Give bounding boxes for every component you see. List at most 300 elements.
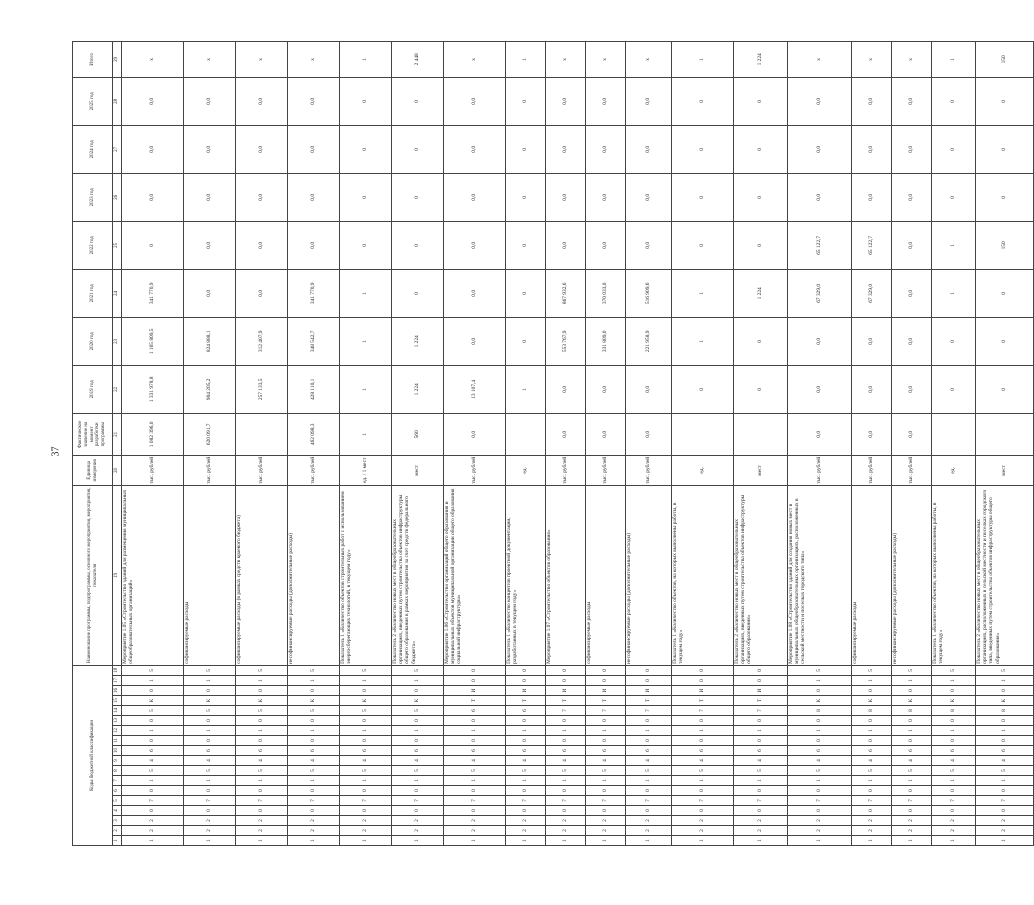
code-cell: 0: [976, 716, 1034, 726]
base-value: 560: [392, 413, 444, 455]
year-value: 0: [672, 365, 734, 413]
code-cell: 1: [788, 776, 852, 786]
code-cell: 0: [672, 716, 734, 726]
year-value: 0: [932, 365, 976, 413]
total-value: x: [788, 41, 852, 77]
code-cell: 5: [892, 766, 932, 776]
code-cell: 1: [672, 726, 734, 736]
code-cell: 0: [626, 676, 672, 686]
code-cell: 0: [734, 665, 788, 675]
header-y2019: 2019 год: [73, 365, 113, 413]
code-cell: 2: [976, 816, 1034, 826]
code-cell: 0: [546, 676, 586, 686]
year-value: 0,0: [184, 173, 236, 221]
year-value: 0: [734, 365, 788, 413]
code-cell: 0: [288, 786, 340, 796]
code-cell: 1: [626, 836, 672, 846]
unit-cell: тыс. рублей: [626, 455, 672, 485]
code-cell: 0: [236, 686, 288, 696]
year-value: 370 033,0: [586, 269, 626, 317]
year-value: 1 165 809,5: [122, 317, 184, 365]
row-label: Мероприятие 1.07 «Строительство объектов образования»: [546, 485, 586, 665]
code-cell: 6: [672, 746, 734, 756]
year-value: 0,0: [788, 125, 852, 173]
code-cell: 5: [236, 665, 288, 675]
code-cell: 0: [506, 786, 546, 796]
base-value: 0,0: [788, 413, 852, 455]
year-value: 0,0: [852, 77, 892, 125]
code-cell: 1: [892, 726, 932, 736]
code-cell: 0: [546, 665, 586, 675]
code-cell: К: [788, 696, 852, 706]
code-cell: 0: [672, 665, 734, 675]
code-cell: 0: [444, 716, 506, 726]
code-cell: 1: [852, 776, 892, 786]
code-cell: 2: [236, 816, 288, 826]
year-value: 0: [734, 77, 788, 125]
table-row: [122, 41, 184, 845]
code-cell: 7: [288, 796, 340, 806]
code-cell: 2: [288, 826, 340, 836]
code-cell: 6: [976, 746, 1034, 756]
code-cell: 8: [852, 706, 892, 716]
code-cell: 0: [392, 806, 444, 816]
year-value: 0: [392, 125, 444, 173]
code-cell: 0: [932, 736, 976, 746]
code-cell: 5: [976, 766, 1034, 776]
code-cell: 0: [444, 676, 506, 686]
code-cell: Т: [734, 696, 788, 706]
code-cell: 2: [392, 816, 444, 826]
code-cell: 5: [788, 766, 852, 776]
code-cell: 4: [932, 756, 976, 766]
code-cell: 4: [288, 756, 340, 766]
code-cell: 5: [852, 766, 892, 776]
code-cell: 2: [852, 826, 892, 836]
year-value: 0,0: [444, 77, 506, 125]
year-value: 0,0: [546, 77, 586, 125]
year-value: 0,0: [184, 221, 236, 269]
year-value: 0: [976, 125, 1034, 173]
code-cell: 1: [184, 726, 236, 736]
base-value: 0,0: [444, 413, 506, 455]
code-cell: 5: [288, 706, 340, 716]
year-value: 0,0: [444, 269, 506, 317]
code-cell: К: [236, 696, 288, 706]
code-cell: 0: [288, 736, 340, 746]
code-cell: 0: [586, 806, 626, 816]
code-cell: 7: [546, 796, 586, 806]
code-cell: 0: [546, 786, 586, 796]
code-cell: 4: [976, 756, 1034, 766]
code-cell: 5: [236, 766, 288, 776]
base-value: 0,0: [586, 413, 626, 455]
total-value: x: [626, 41, 672, 77]
unit-cell: мест: [976, 455, 1034, 485]
code-cell: 2: [546, 826, 586, 836]
code-cell: 5: [392, 766, 444, 776]
year-value: 0,0: [788, 173, 852, 221]
header-y2024: 2024 год: [73, 125, 113, 173]
unit-cell: мест: [734, 455, 788, 485]
column-index: 19: [113, 485, 122, 665]
year-value: 0,0: [184, 77, 236, 125]
row-label: Мероприятие 1.08 «Строительство зданий для создания новых мест в муниципальных общеобразовательных организациях, расположенных в сельской местности и поселках городского типа»: [788, 485, 852, 665]
unit-cell: тыс. рублей: [546, 455, 586, 485]
code-cell: 0: [122, 686, 184, 696]
code-cell: 7: [506, 796, 546, 806]
year-value: 341 770,9: [122, 269, 184, 317]
column-index-row: [113, 41, 122, 845]
code-cell: 2: [892, 826, 932, 836]
column-index: 6: [113, 786, 122, 796]
year-value: 0,0: [444, 125, 506, 173]
column-index: 16: [113, 686, 122, 696]
code-cell: 0: [546, 806, 586, 816]
code-cell: 2: [932, 816, 976, 826]
unit-cell: тыс. рублей: [444, 455, 506, 485]
code-cell: 2: [788, 816, 852, 826]
year-value: 221 958,9: [626, 317, 672, 365]
year-value: 0: [672, 125, 734, 173]
code-cell: 0: [444, 736, 506, 746]
code-cell: 2: [546, 816, 586, 826]
code-cell: 1: [506, 836, 546, 846]
code-cell: 6: [444, 706, 506, 716]
code-cell: Т: [586, 696, 626, 706]
column-index: 24: [113, 269, 122, 317]
year-value: 0,0: [892, 269, 932, 317]
code-cell: 0: [852, 686, 892, 696]
code-cell: 5: [184, 665, 236, 675]
code-cell: 2: [734, 826, 788, 836]
code-cell: 5: [892, 665, 932, 675]
code-cell: 2: [122, 826, 184, 836]
table-row: [546, 41, 586, 845]
base-value: 0,0: [626, 413, 672, 455]
column-index: 21: [113, 413, 122, 455]
code-cell: 5: [340, 706, 392, 716]
column-index: 3: [113, 816, 122, 826]
code-cell: 5: [122, 766, 184, 776]
code-cell: 0: [122, 786, 184, 796]
code-cell: Т: [506, 696, 546, 706]
year-value: 0,0: [586, 77, 626, 125]
year-value: 1: [672, 317, 734, 365]
year-value: 904 205,2: [184, 365, 236, 413]
header-y2020: 2020 год: [73, 317, 113, 365]
column-index: 22: [113, 365, 122, 413]
code-cell: 5: [184, 766, 236, 776]
code-cell: 1: [340, 676, 392, 686]
base-value: [672, 413, 734, 455]
column-index: 25: [113, 221, 122, 269]
code-cell: 2: [340, 816, 392, 826]
code-cell: 7: [932, 796, 976, 806]
code-cell: 2: [788, 826, 852, 836]
code-cell: 0: [506, 806, 546, 816]
row-label: Показатель 2 «Количество новых мест в общеобразовательных организациях, расположенных в сельской местности и поселках городского типа, введенных путем строительства объектов инфраструктуры общего образования»: [976, 485, 1034, 665]
code-cell: 1: [444, 836, 506, 846]
code-cell: 0: [976, 806, 1034, 816]
code-cell: 5: [444, 766, 506, 776]
year-value: 1: [506, 365, 546, 413]
year-value: 312 407,9: [236, 317, 288, 365]
year-value: 0,0: [288, 173, 340, 221]
code-cell: 1: [734, 726, 788, 736]
code-cell: 0: [506, 676, 546, 686]
code-cell: 0: [788, 786, 852, 796]
unit-cell: тыс. рублей: [288, 455, 340, 485]
column-index: 13: [113, 716, 122, 726]
code-cell: 6: [586, 746, 626, 756]
year-value: 0: [506, 77, 546, 125]
code-cell: 5: [852, 665, 892, 675]
code-cell: И: [586, 686, 626, 696]
total-value: x: [586, 41, 626, 77]
year-value: 67 329,0: [852, 269, 892, 317]
base-value: [932, 413, 976, 455]
code-cell: 4: [340, 756, 392, 766]
year-value: 0,0: [444, 221, 506, 269]
base-value: 620 091,7: [184, 413, 236, 455]
row-label: софинансируемые расходы (в рамках средств краевого бюджета): [236, 485, 288, 665]
year-value: 0,0: [626, 173, 672, 221]
code-cell: 0: [288, 686, 340, 696]
year-value: 0: [976, 77, 1034, 125]
code-cell: К: [852, 696, 892, 706]
code-cell: 0: [340, 686, 392, 696]
code-cell: 5: [340, 766, 392, 776]
row-label: Мероприятие 1.05 «Строительство зданий для размещения муниципальных общеобразовательных организаций»: [122, 485, 184, 665]
code-cell: 0: [392, 786, 444, 796]
code-cell: 7: [184, 796, 236, 806]
code-cell: 7: [672, 706, 734, 716]
year-value: 0,0: [788, 365, 852, 413]
table-row: [392, 41, 444, 845]
code-cell: 0: [626, 716, 672, 726]
unit-cell: тыс. рублей: [852, 455, 892, 485]
year-value: 0: [976, 365, 1034, 413]
code-cell: 2: [236, 826, 288, 836]
column-index: 20: [113, 455, 122, 485]
code-cell: 7: [444, 796, 506, 806]
year-value: 0: [932, 317, 976, 365]
code-cell: 0: [586, 665, 626, 675]
code-cell: К: [932, 696, 976, 706]
code-cell: К: [184, 696, 236, 706]
code-cell: 4: [734, 756, 788, 766]
total-value: x: [288, 41, 340, 77]
code-cell: 1: [852, 836, 892, 846]
code-cell: 1: [852, 676, 892, 686]
unit-cell: ед.: [932, 455, 976, 485]
year-value: 0,0: [288, 125, 340, 173]
total-value: 1: [932, 41, 976, 77]
code-cell: 1: [392, 836, 444, 846]
year-value: 1 224: [392, 365, 444, 413]
code-cell: 1: [288, 676, 340, 686]
code-cell: К: [340, 696, 392, 706]
header-total: Итого: [73, 41, 113, 77]
code-cell: 0: [122, 806, 184, 816]
code-cell: 0: [932, 786, 976, 796]
code-cell: 0: [546, 716, 586, 726]
code-cell: 5: [734, 766, 788, 776]
code-cell: 7: [852, 796, 892, 806]
code-cell: К: [892, 696, 932, 706]
year-value: 553 767,9: [546, 317, 586, 365]
table-row: [184, 41, 236, 845]
row-label: софинансируемые расходы: [184, 485, 236, 665]
code-cell: 1: [672, 836, 734, 846]
year-value: 0,0: [586, 365, 626, 413]
code-cell: 1: [892, 776, 932, 786]
year-value: 0,0: [586, 173, 626, 221]
year-value: 0,0: [288, 77, 340, 125]
year-value: 0,0: [852, 125, 892, 173]
table-row: [672, 41, 734, 845]
row-label: несофинансируемые расходы (дополнительные расходы): [892, 485, 932, 665]
table-row: [788, 41, 852, 845]
column-index: 5: [113, 796, 122, 806]
code-cell: 0: [236, 786, 288, 796]
code-cell: 0: [626, 806, 672, 816]
code-cell: 2: [672, 826, 734, 836]
code-cell: 2: [672, 816, 734, 826]
table-row: [932, 41, 976, 845]
code-cell: 1: [506, 776, 546, 786]
code-cell: 4: [236, 756, 288, 766]
code-cell: 0: [288, 806, 340, 816]
code-cell: 5: [288, 766, 340, 776]
year-value: 0: [506, 125, 546, 173]
code-cell: 1: [122, 836, 184, 846]
code-cell: Т: [672, 696, 734, 706]
code-cell: 1: [184, 836, 236, 846]
code-cell: 7: [976, 796, 1034, 806]
code-cell: 5: [184, 706, 236, 716]
row-label: софинансируемые расходы: [586, 485, 626, 665]
year-value: 0: [976, 269, 1034, 317]
year-value: 0,0: [444, 317, 506, 365]
row-label: несофинансируемые расходы (дополнительные расходы): [288, 485, 340, 665]
table-row: [734, 41, 788, 845]
year-value: 0: [392, 221, 444, 269]
code-cell: 8: [892, 706, 932, 716]
code-cell: 6: [626, 746, 672, 756]
total-value: x: [892, 41, 932, 77]
total-value: x: [546, 41, 586, 77]
code-cell: К: [976, 696, 1034, 706]
column-index: 12: [113, 726, 122, 736]
code-cell: 0: [788, 806, 852, 816]
code-cell: 1: [392, 726, 444, 736]
code-cell: 1: [892, 836, 932, 846]
year-value: 0,0: [892, 221, 932, 269]
code-cell: 0: [932, 716, 976, 726]
row-label: Показатель 1 «Количество концептов проектной документации, разработанных в текущем году»: [506, 485, 546, 665]
code-cell: 0: [340, 786, 392, 796]
code-cell: К: [288, 696, 340, 706]
total-value: x: [444, 41, 506, 77]
code-cell: 0: [392, 716, 444, 726]
column-index: 23: [113, 317, 122, 365]
base-value: 0,0: [546, 413, 586, 455]
code-cell: 6: [184, 746, 236, 756]
code-cell: 0: [340, 716, 392, 726]
year-value: 428 110,1: [288, 365, 340, 413]
column-index: 26: [113, 173, 122, 221]
table-row: [852, 41, 892, 845]
year-value: 0,0: [236, 125, 288, 173]
table-row: [506, 41, 546, 845]
column-index: 11: [113, 736, 122, 746]
row-label: софинансируемые расходы: [852, 485, 892, 665]
base-value: [976, 413, 1034, 455]
year-value: 0: [734, 221, 788, 269]
code-cell: И: [626, 686, 672, 696]
code-cell: 6: [546, 746, 586, 756]
header-base-year: Фактическое значение на момент разработки программы: [73, 413, 113, 455]
code-cell: 2: [586, 816, 626, 826]
year-value: 0: [340, 173, 392, 221]
code-cell: К: [392, 696, 444, 706]
row-label: Показатель 1 «Количество объектов строительных работ с использованием энергосберегающих технологий, в текущем году»: [340, 485, 392, 665]
year-value: 0,0: [236, 173, 288, 221]
year-value: 0,0: [892, 125, 932, 173]
code-cell: 1: [392, 776, 444, 786]
code-cell: 1: [586, 836, 626, 846]
year-value: 867 932,6: [546, 269, 586, 317]
header-y2025: 2025 год: [73, 77, 113, 125]
code-cell: 6: [340, 746, 392, 756]
code-cell: 0: [852, 786, 892, 796]
column-index: 1: [113, 836, 122, 846]
code-cell: 6: [392, 746, 444, 756]
year-value: 150: [976, 221, 1034, 269]
code-cell: 6: [932, 746, 976, 756]
year-value: 0,0: [626, 77, 672, 125]
code-cell: 2: [734, 816, 788, 826]
header-label: Наименование программы, подпрограммы, основного мероприятия, мероприятия, показателя: [73, 485, 113, 665]
year-value: 0,0: [122, 173, 184, 221]
year-value: 0,0: [626, 125, 672, 173]
year-value: 0: [734, 173, 788, 221]
year-value: 0: [122, 221, 184, 269]
total-value: x: [236, 41, 288, 77]
table-row: [586, 41, 626, 845]
code-cell: 1: [626, 776, 672, 786]
code-cell: 0: [932, 806, 976, 816]
code-cell: 4: [626, 756, 672, 766]
code-cell: 0: [788, 716, 852, 726]
year-value: 1 224: [734, 269, 788, 317]
code-cell: 0: [976, 786, 1034, 796]
code-cell: 2: [976, 826, 1034, 836]
code-cell: 0: [444, 786, 506, 796]
header-y2021: 2021 год: [73, 269, 113, 317]
base-value: 1: [340, 413, 392, 455]
code-cell: И: [734, 686, 788, 696]
code-cell: 0: [626, 736, 672, 746]
code-cell: 1: [288, 836, 340, 846]
year-value: 1: [340, 317, 392, 365]
total-value: 1 224: [734, 41, 788, 77]
total-value: 1: [506, 41, 546, 77]
code-cell: 7: [586, 796, 626, 806]
year-value: 0: [392, 173, 444, 221]
